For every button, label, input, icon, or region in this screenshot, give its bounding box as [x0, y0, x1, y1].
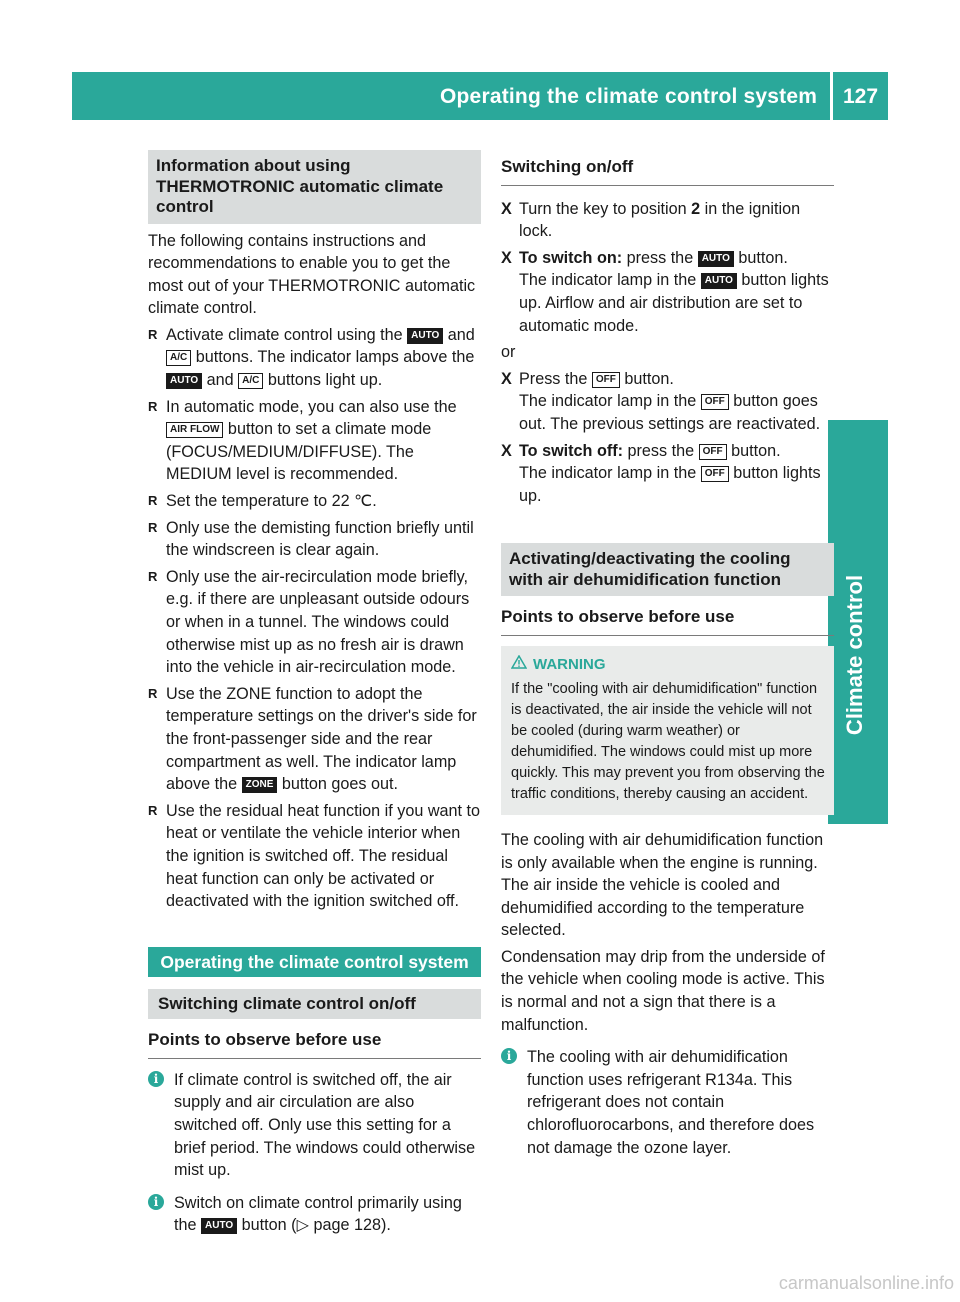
auto-button-icon: AUTO [166, 373, 202, 389]
list-item: R Use the ZONE function to adopt the temperature settings on the driver's side for the front-passenger side and the rear compartment as well. The indicator lamp above the ZONE button goes out. [148, 683, 481, 796]
page-header-title: Operating the climate control system [440, 85, 818, 108]
info-note: i The cooling with air dehumidification function uses refrigerant R134a. This refrigerant does not contain chlorofluorocarbons, and therefore does not damage the ozone layer. [501, 1046, 834, 1159]
warning-icon [511, 655, 527, 669]
auto-button-icon: AUTO [201, 1218, 237, 1234]
info-icon: i [148, 1194, 164, 1210]
step-item: X To switch on: press the AUTO button. The indicator lamp in the AUTO button lights up. Airflow and air distribution are set to automatic mode. [501, 248, 829, 335]
info-note: i If climate control is switched off, the air supply and air circulation are also switched off. Only use this setting for a brief period. The windows could otherwise mist up. [148, 1069, 481, 1182]
step-arrow-icon: X [501, 199, 512, 218]
switching-heading: Switching on/off [501, 156, 834, 186]
points-heading: Points to observe before use [148, 1029, 481, 1059]
step-arrow-icon: X [501, 369, 512, 388]
intro-text: The following contains instructions and recommendations to enable you to get the most out of your THERMOTRONIC automatic climate control. [148, 231, 476, 318]
cooling-heading: Activating/deactivating the cooling with air dehumidification function [501, 543, 834, 596]
auto-button-icon: AUTO [701, 273, 737, 289]
watermark: carmanualsonline.info [778, 1273, 954, 1293]
list-item: R Use the residual heat function if you want to heat or ventilate the vehicle interior when the ignition is switched off. The residual heat function can only be activated or deactivated with the ignition switched off. [148, 800, 481, 913]
ac-button-icon: A/C [166, 350, 191, 366]
right-column [501, 150, 834, 1159]
list-item: R In automatic mode, you can also use the AIR FLOW button to set a climate mode (FOCUS/MEDIUM/DIFFUSE). The MEDIUM level is recommended. [148, 396, 481, 486]
warning-box [501, 646, 834, 815]
switch-heading: Switching climate control on/off [148, 989, 481, 1020]
airflow-button-icon: AIR FLOW [166, 422, 223, 438]
list-item: R Only use the air-recirculation mode briefly, e.g. if there are unpleasant outside odours or when in a tunnel. The windows could otherwise mist up as no fresh air is drawn into the vehicle in air-recirculation mode. [148, 566, 481, 679]
left-column [148, 150, 481, 1237]
page-number: 127 [843, 85, 879, 108]
info-note: i Switch on climate control primarily using the AUTO button (▷ page 128). [148, 1192, 481, 1237]
step-item: X To switch off: press the OFF button. The indicator lamp in the OFF button lights up. [501, 441, 821, 505]
step-item: X Turn the key to position 2 in the ignition lock. [501, 199, 801, 241]
list-item: R Set the temperature to 22 ℃. [148, 490, 481, 513]
or-text: or [501, 343, 516, 362]
step-arrow-icon: X [501, 248, 512, 267]
ac-button-icon: A/C [238, 373, 263, 389]
off-button-icon: OFF [699, 444, 727, 460]
step-arrow-icon: X [501, 441, 512, 460]
list-item: R Only use the demisting function briefly until the windscreen is clear again. [148, 517, 481, 562]
step-item: X Press the OFF button. The indicator lamp in the OFF button goes out. The previous settings are reactivated. [501, 369, 821, 433]
cooling-para-1: The cooling with air dehumidification function is only available when the engine is running. The air inside the vehicle is cooled and dehumidified according to the temperature selected. [501, 830, 824, 940]
cooling-para-2: Condensation may drip from the underside of the vehicle when cooling mode is active. This is normal and not a sign that there is a malfunction. [501, 947, 825, 1034]
list-item: R Activate climate control using the AUTO and A/C buttons. The indicator lamps above the AUTO and A/C buttons light up. [148, 324, 481, 392]
header-divider [830, 72, 833, 120]
auto-button-icon: AUTO [407, 328, 443, 344]
info-icon: i [501, 1048, 517, 1064]
section-title: Operating the climate control system [148, 947, 481, 977]
points-heading-right: Points to observe before use [501, 606, 834, 636]
off-button-icon: OFF [701, 394, 729, 410]
info-icon: i [148, 1071, 164, 1087]
off-button-icon: OFF [592, 372, 620, 388]
info-heading: Information about using THERMOTRONIC automatic climate control [148, 150, 481, 224]
warning-text: If the "cooling with air dehumidification" function is deactivated, the air inside the vehicle will not be cooled (during warm weather) or dehumidified. The windows could mist up more quickly. This may prevent you from observing the traffic conditions, thereby causing an accident. [511, 680, 825, 802]
off-button-icon: OFF [701, 466, 729, 482]
side-tab-label: Climate control [842, 574, 867, 736]
warning-title: WARNING [511, 654, 826, 675]
zone-button-icon: ZONE [242, 777, 278, 793]
auto-button-icon: AUTO [698, 251, 734, 267]
